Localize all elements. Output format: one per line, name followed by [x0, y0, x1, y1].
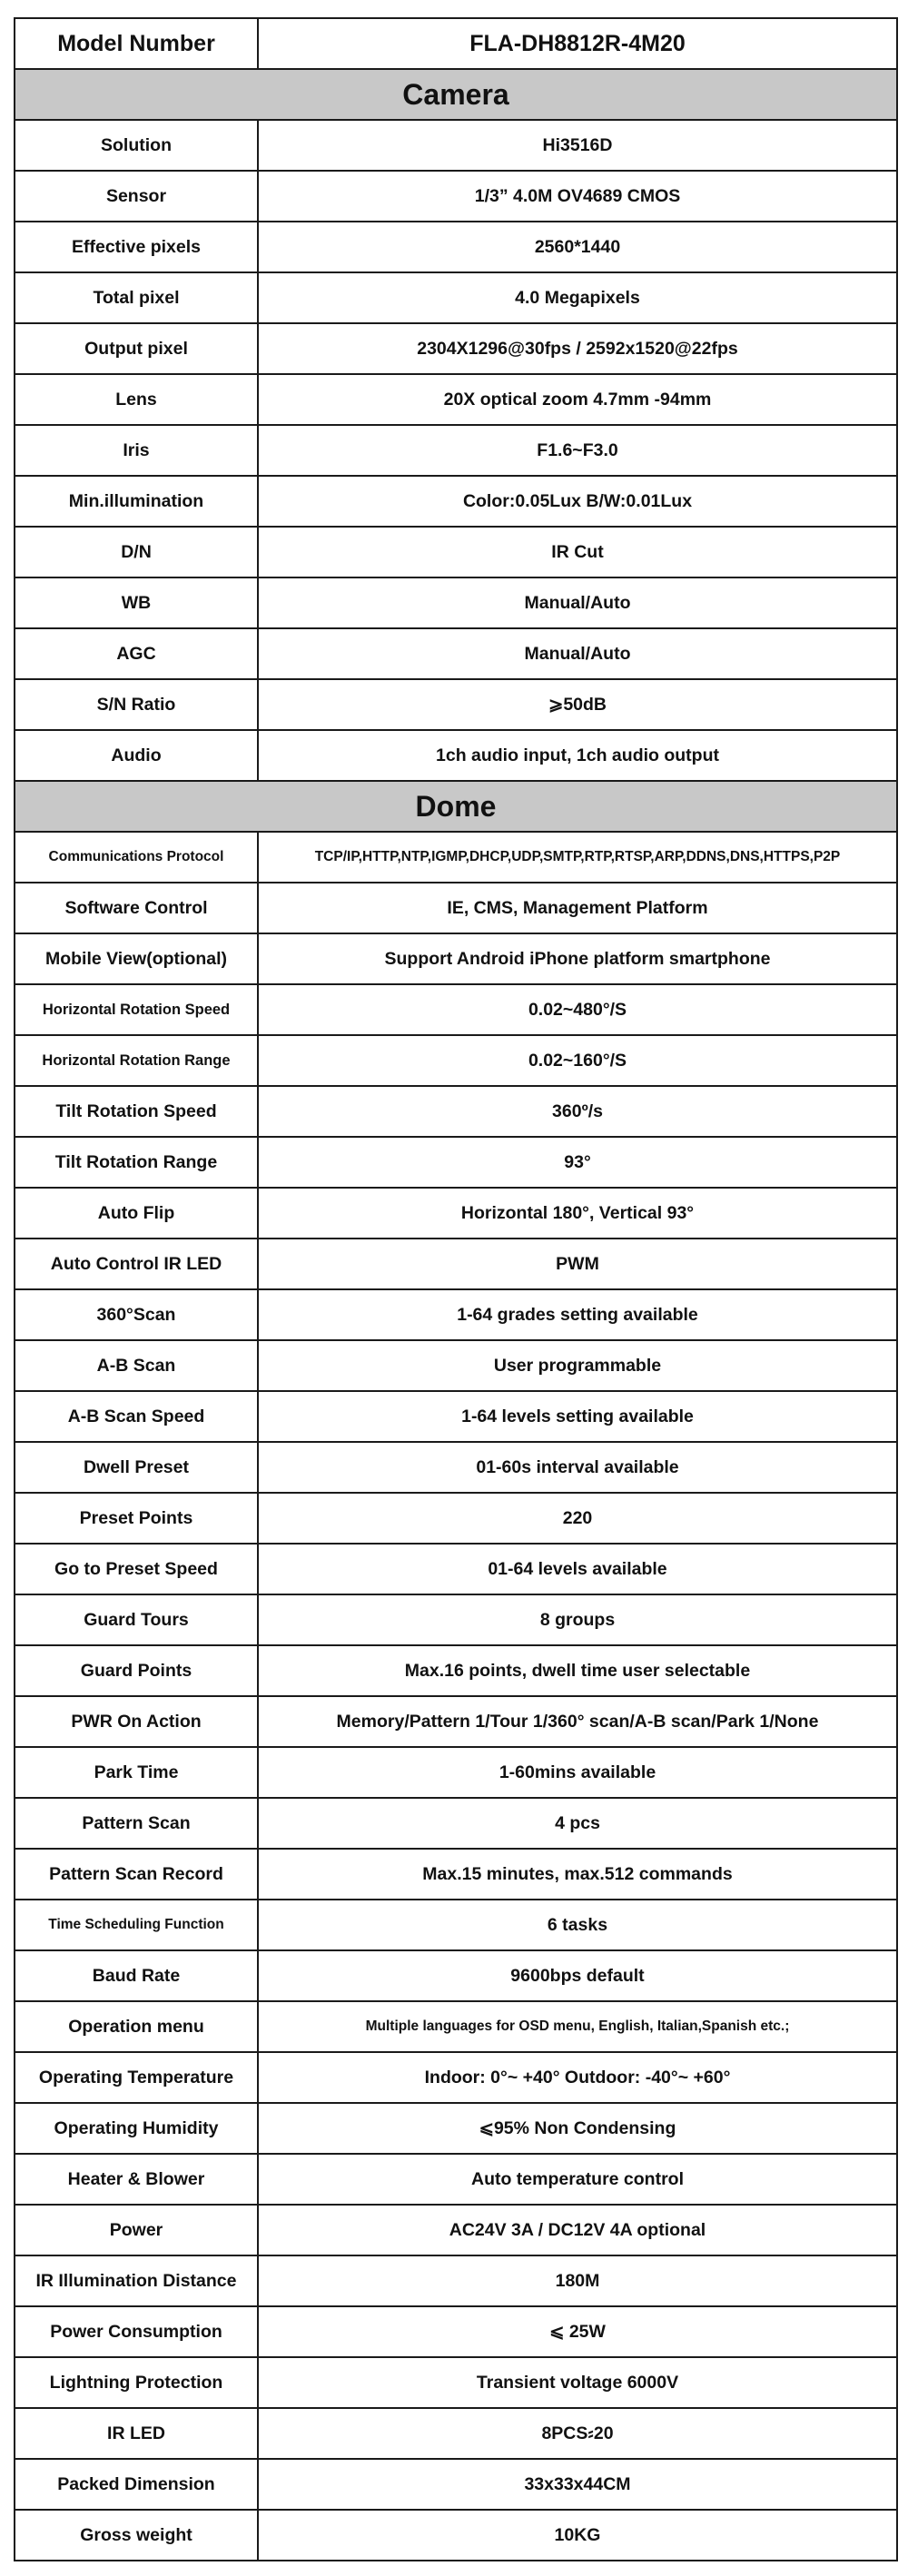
spec-label: Horizontal Rotation Range	[15, 1035, 258, 1086]
spec-value: 01-64 levels available	[258, 1544, 897, 1594]
spec-row	[15, 2357, 897, 2408]
spec-row	[15, 1900, 897, 1950]
spec-value: 360º/s	[258, 1086, 897, 1137]
spec-row	[15, 2205, 897, 2255]
spec-value: Color:0.05Lux B/W:0.01Lux	[258, 476, 897, 527]
spec-label: Baud Rate	[15, 1950, 258, 2001]
spec-value: 0.02~160°/S	[258, 1035, 897, 1086]
spec-label: Tilt Rotation Speed	[15, 1086, 258, 1137]
spec-row	[15, 1239, 897, 1289]
spec-label: Operation menu	[15, 2001, 258, 2052]
spec-value: 1-64 levels setting available	[258, 1391, 897, 1442]
spec-row	[15, 1696, 897, 1747]
model-number-label: Model Number	[15, 18, 258, 69]
spec-value: 1-60mins available	[258, 1747, 897, 1798]
spec-label: PWR On Action	[15, 1696, 258, 1747]
spec-value: IR Cut	[258, 527, 897, 577]
section-title: Camera	[15, 69, 897, 120]
spec-value: 93°	[258, 1137, 897, 1188]
spec-value: 180M	[258, 2255, 897, 2306]
spec-value: 1ch audio input, 1ch audio output	[258, 730, 897, 781]
spec-row	[15, 577, 897, 628]
spec-row	[15, 374, 897, 425]
spec-value: 1/3” 4.0M OV4689 CMOS	[258, 171, 897, 222]
spec-row	[15, 679, 897, 730]
spec-row	[15, 883, 897, 933]
spec-row	[15, 2001, 897, 2052]
spec-label: Park Time	[15, 1747, 258, 1798]
spec-row	[15, 1798, 897, 1849]
spec-value: 8 groups	[258, 1594, 897, 1645]
spec-row	[15, 2154, 897, 2205]
section-header-camera	[15, 69, 897, 120]
spec-row	[15, 272, 897, 323]
spec-label: Operating Humidity	[15, 2103, 258, 2154]
spec-row	[15, 2255, 897, 2306]
spec-value: Max.15 minutes, max.512 commands	[258, 1849, 897, 1900]
spec-row	[15, 2103, 897, 2154]
spec-row	[15, 2510, 897, 2561]
spec-value: 0.02~480°/S	[258, 984, 897, 1035]
spec-value: 2304X1296@30fps / 2592x1520@22fps	[258, 323, 897, 374]
spec-value: User programmable	[258, 1340, 897, 1391]
spec-value: 2560*1440	[258, 222, 897, 272]
spec-row	[15, 1594, 897, 1645]
section-header-dome	[15, 781, 897, 832]
spec-row	[15, 527, 897, 577]
spec-value: Max.16 points, dwell time user selectable	[258, 1645, 897, 1696]
spec-row	[15, 222, 897, 272]
spec-label: Communications Protocol	[15, 832, 258, 883]
spec-value: Multiple languages for OSD menu, English, Italian,Spanish etc.;	[258, 2001, 897, 2052]
spec-row	[15, 2408, 897, 2459]
spec-value: ⩽95% Non Condensing	[258, 2103, 897, 2154]
spec-label: Min.illumination	[15, 476, 258, 527]
spec-row	[15, 2459, 897, 2510]
spec-value: F1.6~F3.0	[258, 425, 897, 476]
spec-value: 33x33x44CM	[258, 2459, 897, 2510]
spec-row	[15, 2052, 897, 2103]
spec-row	[15, 832, 897, 883]
spec-value: Horizontal 180°, Vertical 93°	[258, 1188, 897, 1239]
spec-label: Go to Preset Speed	[15, 1544, 258, 1594]
spec-label: Time Scheduling Function	[15, 1900, 258, 1950]
spec-label: Audio	[15, 730, 258, 781]
spec-label: WB	[15, 577, 258, 628]
spec-row	[15, 1340, 897, 1391]
spec-value: ⩽ 25W	[258, 2306, 897, 2357]
spec-row	[15, 1645, 897, 1696]
spec-table	[14, 17, 898, 2561]
spec-row	[15, 1747, 897, 1798]
spec-value: PWM	[258, 1239, 897, 1289]
spec-label: Preset Points	[15, 1493, 258, 1544]
spec-label: Horizontal Rotation Speed	[15, 984, 258, 1035]
spec-row	[15, 476, 897, 527]
spec-label: AGC	[15, 628, 258, 679]
spec-label: A-B Scan Speed	[15, 1391, 258, 1442]
spec-label: Pattern Scan Record	[15, 1849, 258, 1900]
spec-row	[15, 171, 897, 222]
spec-row	[15, 1950, 897, 2001]
spec-value: Hi3516D	[258, 120, 897, 171]
spec-row	[15, 1442, 897, 1493]
spec-row	[15, 730, 897, 781]
spec-row	[15, 120, 897, 171]
spec-label: Guard Tours	[15, 1594, 258, 1645]
spec-label: Solution	[15, 120, 258, 171]
spec-label: Packed Dimension	[15, 2459, 258, 2510]
spec-label: Lightning Protection	[15, 2357, 258, 2408]
spec-row	[15, 1289, 897, 1340]
spec-label: Auto Control IR LED	[15, 1239, 258, 1289]
spec-label: IR LED	[15, 2408, 258, 2459]
spec-label: Guard Points	[15, 1645, 258, 1696]
spec-label: Heater & Blower	[15, 2154, 258, 2205]
spec-label: A-B Scan	[15, 1340, 258, 1391]
spec-label: Iris	[15, 425, 258, 476]
spec-label: Pattern Scan	[15, 1798, 258, 1849]
spec-value: Support Android iPhone platform smartphone	[258, 933, 897, 984]
spec-value: ⩾50dB	[258, 679, 897, 730]
spec-value: 4 pcs	[258, 1798, 897, 1849]
spec-label: Auto Flip	[15, 1188, 258, 1239]
spec-value: TCP/IP,HTTP,NTP,IGMP,DHCP,UDP,SMTP,RTP,RTSP,ARP,DDNS,DNS,HTTPS,P2P	[258, 832, 897, 883]
spec-value: 220	[258, 1493, 897, 1544]
spec-label: 360°Scan	[15, 1289, 258, 1340]
spec-label: Power	[15, 2205, 258, 2255]
spec-value: Auto temperature control	[258, 2154, 897, 2205]
spec-row	[15, 628, 897, 679]
spec-label: Power Consumption	[15, 2306, 258, 2357]
spec-row	[15, 323, 897, 374]
spec-value: 9600bps default	[258, 1950, 897, 2001]
spec-value: AC24V 3A / DC12V 4A optional	[258, 2205, 897, 2255]
spec-value: Indoor: 0°~ +40° Outdoor: -40°~ +60°	[258, 2052, 897, 2103]
spec-value: 4.0 Megapixels	[258, 272, 897, 323]
spec-row	[15, 1035, 897, 1086]
spec-row	[15, 1137, 897, 1188]
spec-label: Effective pixels	[15, 222, 258, 272]
spec-value: Manual/Auto	[258, 577, 897, 628]
spec-label: Gross weight	[15, 2510, 258, 2561]
spec-value: 1-64 grades setting available	[258, 1289, 897, 1340]
spec-row	[15, 2306, 897, 2357]
spec-label: Dwell Preset	[15, 1442, 258, 1493]
spec-label: D/N	[15, 527, 258, 577]
spec-value: IE, CMS, Management Platform	[258, 883, 897, 933]
spec-value: 8PCS⸗20	[258, 2408, 897, 2459]
spec-label: Mobile View(optional)	[15, 933, 258, 984]
spec-label: Total pixel	[15, 272, 258, 323]
spec-row	[15, 1493, 897, 1544]
spec-label: Operating Temperature	[15, 2052, 258, 2103]
spec-row	[15, 984, 897, 1035]
section-title: Dome	[15, 781, 897, 832]
spec-label: Software Control	[15, 883, 258, 933]
model-number-value: FLA-DH8812R-4M20	[258, 18, 897, 69]
spec-row	[15, 933, 897, 984]
spec-row	[15, 1188, 897, 1239]
spec-label: S/N Ratio	[15, 679, 258, 730]
spec-row	[15, 1544, 897, 1594]
spec-label: IR Illumination Distance	[15, 2255, 258, 2306]
spec-label: Sensor	[15, 171, 258, 222]
spec-row	[15, 1849, 897, 1900]
spec-value: Manual/Auto	[258, 628, 897, 679]
spec-label: Output pixel	[15, 323, 258, 374]
spec-value: 6 tasks	[258, 1900, 897, 1950]
spec-row	[15, 1086, 897, 1137]
spec-row	[15, 1391, 897, 1442]
spec-label: Tilt Rotation Range	[15, 1137, 258, 1188]
model-number-row	[15, 18, 897, 69]
spec-value: 01-60s interval available	[258, 1442, 897, 1493]
spec-value: 20X optical zoom 4.7mm -94mm	[258, 374, 897, 425]
spec-value: Memory/Pattern 1/Tour 1/360° scan/A-B scan/Park 1/None	[258, 1696, 897, 1747]
spec-value: 10KG	[258, 2510, 897, 2561]
spec-row	[15, 425, 897, 476]
spec-value: Transient voltage 6000V	[258, 2357, 897, 2408]
spec-label: Lens	[15, 374, 258, 425]
